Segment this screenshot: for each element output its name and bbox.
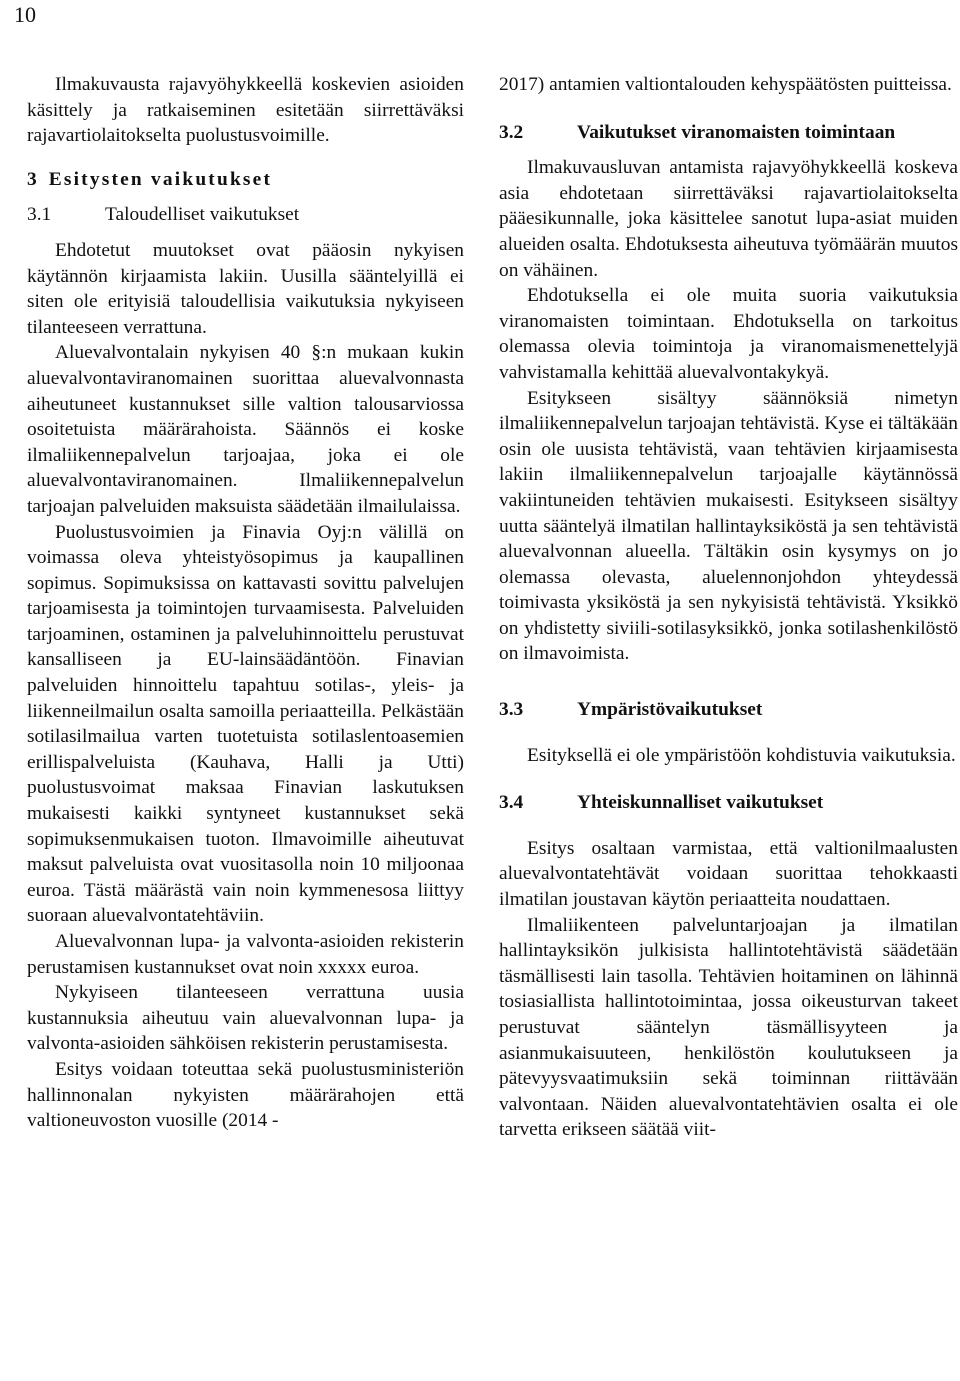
- intro-paragraph: Ilmakuvausta rajavyöhykkeellä koskevien asioiden käsittely ja ratkaiseminen esitetään siirrettäväksi rajavartiolaitokselta puolustusvoimille.: [27, 74, 464, 147]
- paragraph: Aluevalvontalain nykyisen 40 §:n mukaan kukin aluevalvontaviranomainen suorittaa aluevalvonnasta aiheutuneet kustannukset sille valtion talousarviossa osoitetuista määrärahoista. Säännös ei koske ilmaliikennepalvelun tarjoajaa, joka ei ole aluevalvontaviranomainen. Ilmaliikennepalvelun tarjoajan palveluiden maksuista säädetään ilmailulaissa.: [27, 342, 464, 517]
- subsection-number: 3.3: [499, 699, 524, 721]
- subsection-number: 3.1: [27, 204, 52, 226]
- paragraph: Esitys voidaan toteuttaa sekä puolustusministeriön hallinnonalan nykyisten määrärahojen että valtioneuvoston vuosille (2014 -: [27, 1058, 464, 1132]
- subsection-heading: [27, 202, 464, 228]
- paragraph: Nykyiseen tilanteeseen verrattuna uusia kustannuksia aiheutuu vain aluevalvonnan lupa- ja valvonta-asioiden sähköisen rekisterin perustamisesta.: [27, 982, 464, 1055]
- subsection-number: 3.4: [499, 792, 524, 814]
- subsection-heading: [499, 697, 958, 723]
- paragraph: Esitys osaltaan varmistaa, että valtionilmaalusten aluevalvontatehtävät voidaan suorittaa tehokkaasti ilmatilan joustavan käytön periaatteita noudattaen.: [499, 837, 958, 911]
- subsection-number: 3.2: [499, 121, 524, 143]
- subsection-heading: [499, 120, 958, 146]
- continued-paragraph: 2017) antamien valtiontalouden kehyspäätösten puitteissa.: [499, 74, 952, 95]
- section-number: 3: [27, 168, 37, 190]
- subsection-title: Ympäristövaikutukset: [577, 699, 763, 721]
- paragraph: Esitykseen sisältyy säännöksiä nimetyn ilmaliikennepalvelun tarjoajan tehtävistä. Kyse ei tältäkään osin ole uusista tehtävistä, vaan tehtävien kirjaamisesta lakiin ilmaliikennepalvelun tarjoajalle käytännössä vakiintuneiden tehtävien mukaisesti. Esitykseen sisältyy uutta sääntelyä ilmatilan hallintayksiköstä ja sen tehtävistä aluevalvonnan alueella. Tältäkin osin kysymys on jo olemassa olevasta, aluelennonjohdon yhteydessä toimivasta yksiköstä ja sen nykyisistä tehtävistä. Yksikkö on yhdistetty siviili-sotilasyksikkö, jonka sotilashenkilöstö on ilmavoimista.: [499, 387, 958, 665]
- subsection-title: Yhteiskunnalliset vaikutukset: [577, 792, 824, 814]
- section-title: Esitysten vaikutukset: [48, 168, 273, 190]
- paragraph: Ilmaliikenteen palveluntarjoajan ja ilmatilan hallintayksikön julkisista hallintotehtävistä säädetään täsmällisesti lain tasolla. Tehtävien hoitaminen on lähinnä tosiasiallista hallintotoimintaa, jossa oikeusturvan takeet perustuvat sääntelyn täsmällisyyteen ja asianmukaisuuteen, henkilöstön koulutukseen ja pätevyysvaatimuksiin sekä toiminnan riittävään valvontaan. Näiden aluevalvontatehtävien osalta ei ole tarvetta erikseen säätää viit-: [499, 914, 958, 1141]
- subsection-title: Vaikutukset viranomaisten toimintaan: [577, 121, 896, 143]
- page-number: 10: [14, 2, 36, 27]
- section-heading: [27, 167, 464, 193]
- paragraph: Ilmakuvausluvan antamista rajavyöhykkeellä koskeva asia ehdotetaan siirrettäväksi rajavartiolaitokselta pääesikunnalle, joka käsittelee sanotut lupa-asiat muiden alueiden osalta. Ehdotuksesta aiheutuva työmäärän muutos on vähäinen.: [499, 157, 958, 281]
- paragraph: Ehdotuksella ei ole muita suoria vaikutuksia viranomaisten toimintaan. Ehdotuksella on tarkoitus olemassa olevia toimintoja ja viranomaismenettelyjä vahvistamalla kehittää aluevalvontakykyä.: [499, 285, 958, 383]
- left-column: [27, 72, 464, 1134]
- right-column: [499, 72, 958, 1143]
- subsection-heading: [499, 790, 958, 816]
- paragraph: Ehdotetut muutokset ovat pääosin nykyisen käytännön kirjaamista lakiin. Uusilla sääntelyillä ei siten ole erityisiä taloudellisia vaikutuksia nykyiseen tilanteeseen verrattuna.: [27, 239, 464, 338]
- subsection-title: Taloudelliset vaikutukset: [105, 204, 300, 226]
- paragraph: Esityksellä ei ole ympäristöön kohdistuvia vaikutuksia.: [527, 744, 956, 766]
- paragraph: Puolustusvoimien ja Finavia Oyj:n välillä on voimassa oleva yhteistyösopimus ja kaupallinen sopimus. Sopimuksissa on kattavasti sovittu palvelujen tarjoamisesta ja toimintojen turvaamisesta. Palveluiden tarjoaminen, ostaminen ja palveluhinnoittelu perustuvat kansalliseen ja EU-lainsäädäntöön. Finavian palveluiden hinnoittelu tapahtuu sotilas-, yleis- ja liikenneilmailun osalta samoilla periaatteilla. Pelkästään sotilasilmailua varten tuotetuista sotilaslentoasemien erillispalveluista (Kauhava, Halli ja Utti) puolustusvoimat maksaa Finavian laskutuksen mukaisesti kaikki syntyneet kustannukset sekä sopimuksenmukaisen tuoton. Ilmavoimille aiheutuvat maksut palveluista ovat vuositasolla noin 10 miljoonaa euroa. Tästä määrästä vain noin kymmenesosa liittyy suoraan aluevalvontatehtäviin.: [27, 521, 464, 927]
- paragraph: Aluevalvonnan lupa- ja valvonta-asioiden rekisterin perustamisen kustannukset ovat noin xxxxx euroa.: [27, 931, 464, 978]
